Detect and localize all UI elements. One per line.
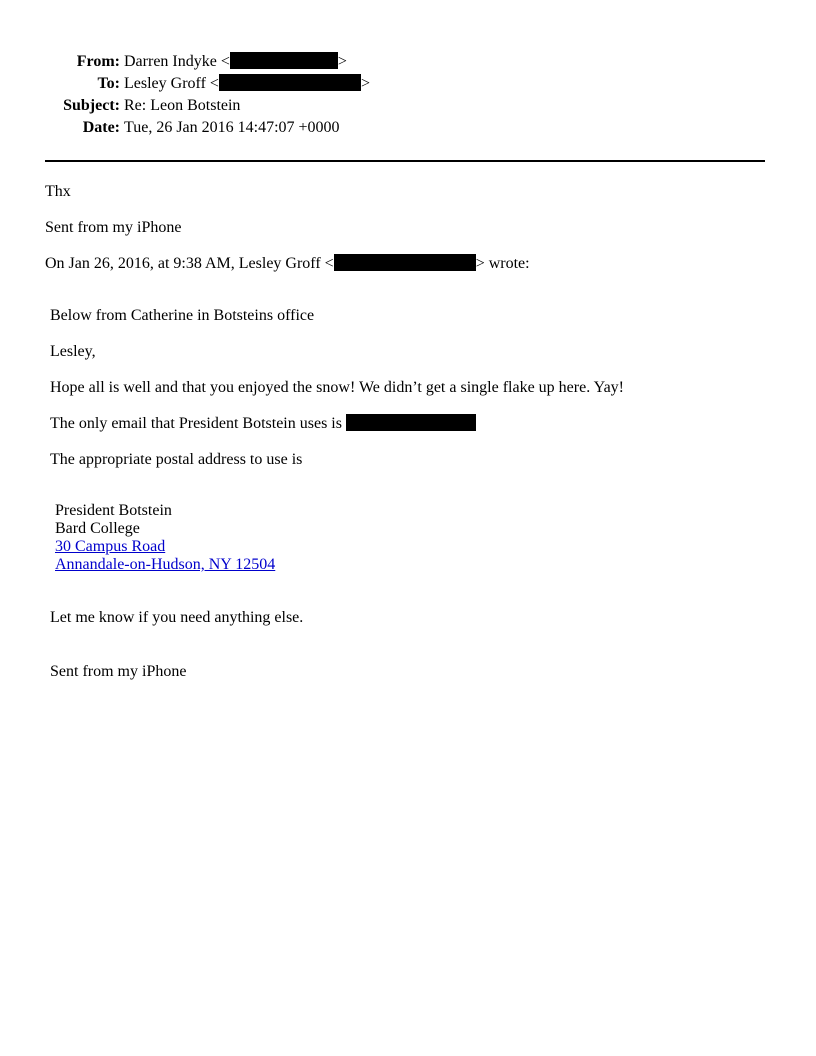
to-name: Lesley Groff [124, 75, 206, 92]
address-street-link[interactable]: 30 Campus Road [55, 538, 166, 555]
subject-label: Subject: [63, 97, 120, 114]
redaction-block [230, 52, 338, 69]
postal-address [55, 502, 275, 574]
from-value [124, 52, 347, 72]
quote-intro-suffix: > wrote: [475, 255, 530, 272]
quoted-signature: Sent from my iPhone [50, 663, 187, 680]
subject-value: Re: Leon Botstein [124, 97, 241, 114]
from-bracket-open: < [220, 53, 230, 70]
redaction-block [334, 254, 476, 271]
address-city-link[interactable]: Annandale-on-Hudson, NY 12504 [55, 556, 276, 573]
redaction-block [219, 74, 361, 91]
date-label: Date: [82, 119, 120, 136]
to-label: To: [97, 75, 120, 92]
address-name: President Botstein [55, 502, 172, 519]
quoted-line-1: Below from Catherine in Botsteins office [50, 307, 315, 324]
from-label: From: [76, 53, 120, 70]
redaction-block [346, 414, 476, 431]
quote-intro [45, 254, 530, 274]
quoted-line-2: Hope all is well and that you enjoyed the snow! We didn’t get a single flake up here. Yay! [50, 379, 624, 396]
from-name: Darren Indyke [124, 53, 217, 70]
quote-intro-prefix: On Jan 26, 2016, at 9:38 AM, Lesley Groff < [45, 255, 334, 272]
to-bracket-open: < [209, 75, 219, 92]
quoted-line-3 [50, 414, 476, 434]
quoted-line-3-text: The only email that President Botstein uses is [50, 415, 342, 432]
reply-body: Thx [45, 183, 71, 200]
address-institution: Bard College [55, 520, 140, 537]
header-divider [45, 160, 765, 162]
quoted-line-4: The appropriate postal address to use is [50, 451, 303, 468]
email-header [0, 52, 816, 152]
date-value: Tue, 26 Jan 2016 14:47:07 +0000 [124, 119, 340, 136]
reply-signature: Sent from my iPhone [45, 219, 182, 236]
to-bracket-close: > [360, 75, 370, 92]
quoted-greeting: Lesley, [50, 343, 96, 360]
quoted-closing: Let me know if you need anything else. [50, 609, 304, 626]
to-value [124, 74, 370, 94]
from-bracket-close: > [337, 53, 347, 70]
